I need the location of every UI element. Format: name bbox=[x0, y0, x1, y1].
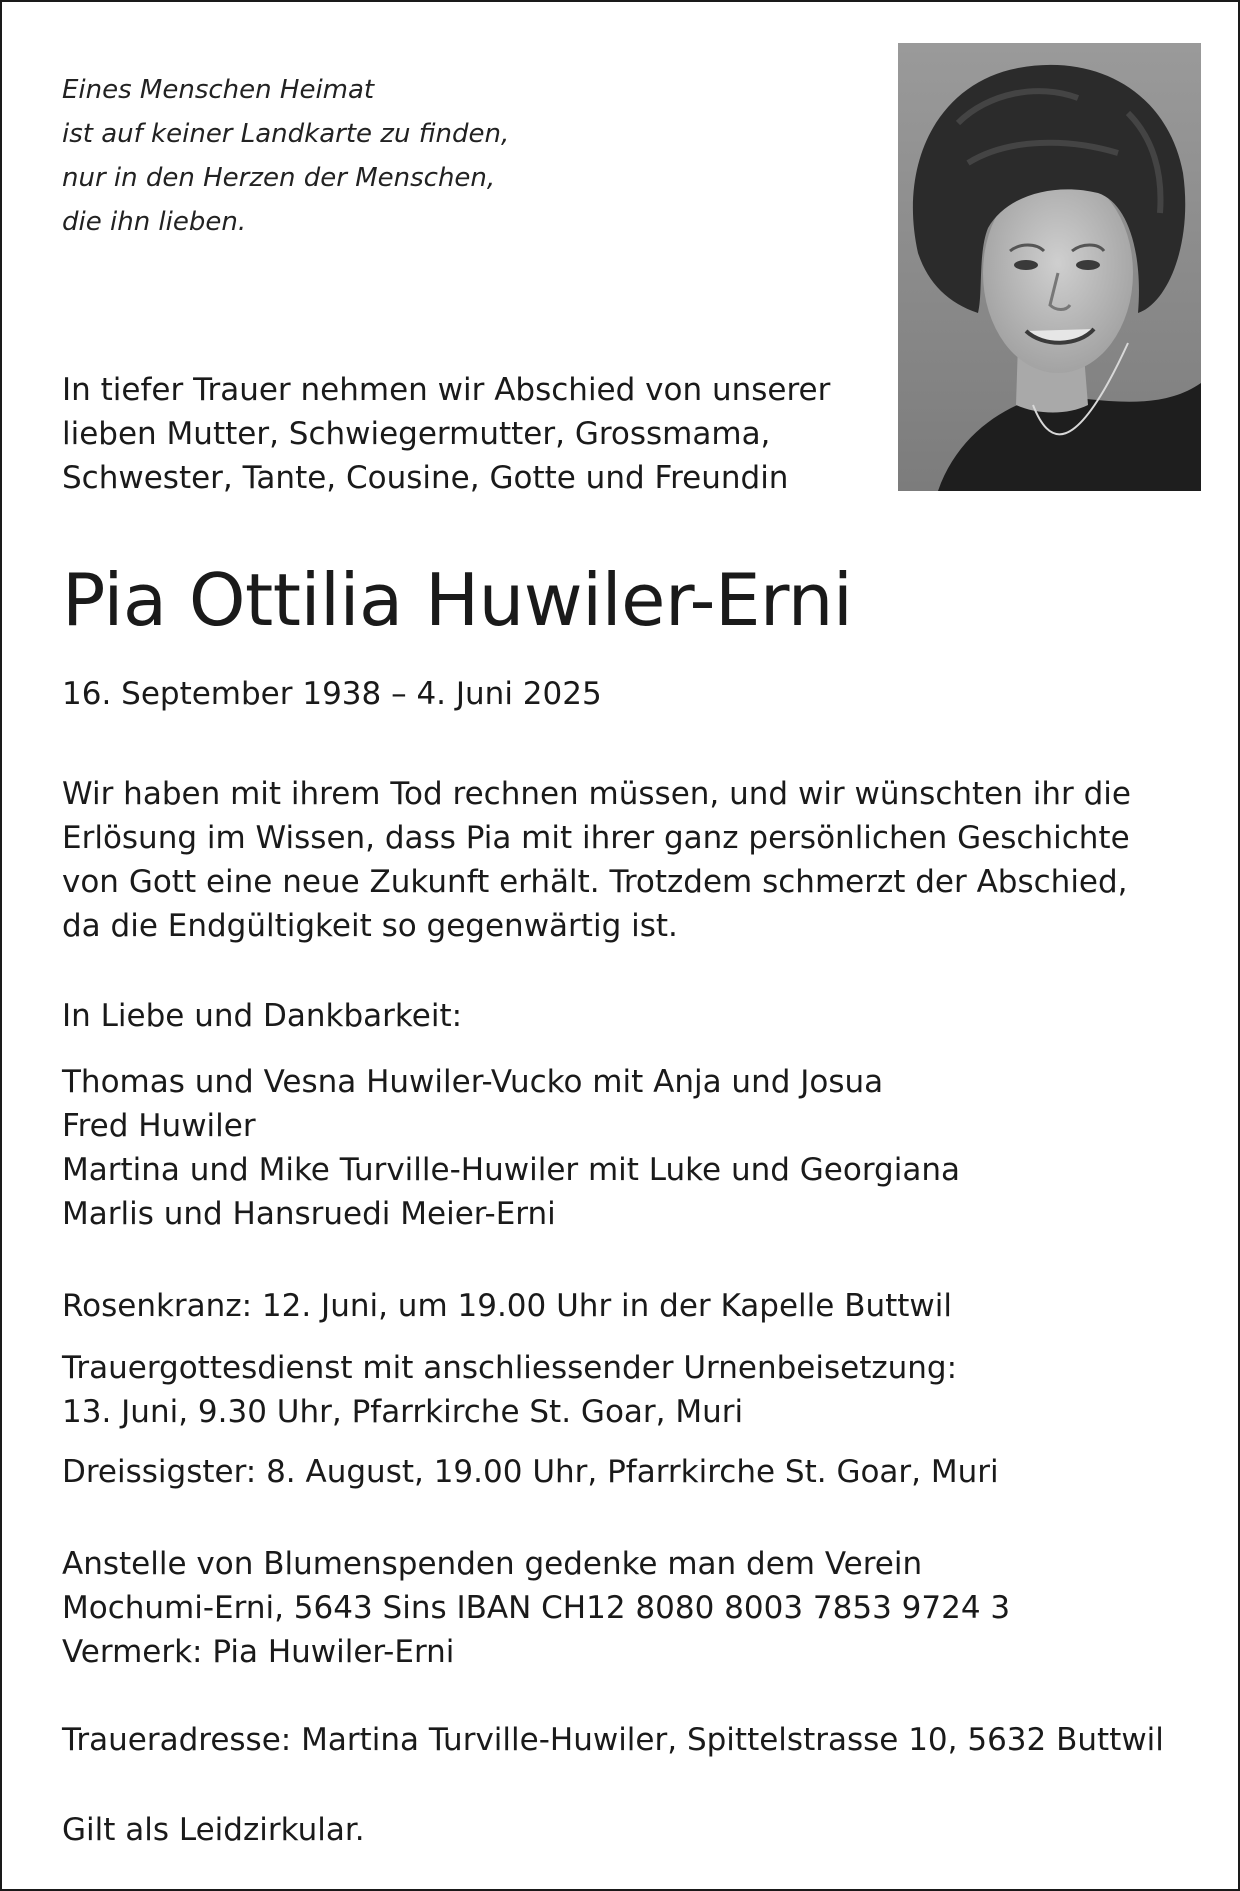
donation-info bbox=[62, 1542, 1182, 1674]
memorial-service-info: Dreissigster: 8. August, 19.00 Uhr, Pfarrkirche St. Goar, Muri bbox=[62, 1454, 999, 1490]
donation-line: Mochumi-Erni, 5643 Sins IBAN CH12 8080 8003 7853 9724 3 bbox=[62, 1590, 1011, 1626]
intro-line: lieben Mutter, Schwiegermutter, Grossmama, bbox=[62, 416, 771, 452]
mourning-address: Traueradresse: Martina Turville-Huwiler, Spittelstrasse 10, 5632 Buttwil bbox=[62, 1722, 1164, 1758]
mourner-entry: Thomas und Vesna Huwiler-Vucko mit Anja und Josua bbox=[62, 1064, 884, 1100]
donation-line: Anstelle von Blumenspenden gedenke man dem Verein bbox=[62, 1546, 923, 1582]
intro-text bbox=[62, 368, 882, 500]
motto-line: die ihn lieben. bbox=[62, 207, 247, 237]
intro-line: In tiefer Trauer nehmen wir Abschied von unserer bbox=[62, 372, 831, 408]
farewell-text bbox=[62, 772, 1182, 948]
farewell-line: Erlösung im Wissen, dass Pia mit ihrer ganz persönlichen Geschichte bbox=[62, 820, 1130, 856]
deceased-name: Pia Ottilia Huwiler-Erni bbox=[62, 558, 853, 642]
farewell-line: da die Endgültigkeit so gegenwärtig ist. bbox=[62, 908, 678, 944]
circular-note: Gilt als Leidzirkular. bbox=[62, 1812, 365, 1848]
motto-line: Eines Menschen Heimat bbox=[62, 75, 375, 105]
mourner-entry: Fred Huwiler bbox=[62, 1108, 256, 1144]
mourner-entry: Marlis und Hansruedi Meier-Erni bbox=[62, 1196, 556, 1232]
funeral-service-info bbox=[62, 1346, 1182, 1434]
portrait-image bbox=[898, 43, 1201, 491]
funeral-service-line: Trauergottesdienst mit anschliessender Urnenbeisetzung: bbox=[62, 1350, 958, 1386]
thanks-heading: In Liebe und Dankbarkeit: bbox=[62, 998, 463, 1034]
life-dates: 16. September 1938 – 4. Juni 2025 bbox=[62, 676, 602, 712]
intro-line: Schwester, Tante, Cousine, Gotte und Freundin bbox=[62, 460, 789, 496]
portrait-photo bbox=[898, 43, 1201, 491]
motto-line: ist auf keiner Landkarte zu finden, bbox=[62, 119, 510, 149]
mourners-list bbox=[62, 1060, 1182, 1236]
farewell-line: von Gott eine neue Zukunft erhält. Trotzdem schmerzt der Abschied, bbox=[62, 864, 1128, 900]
donation-line: Vermerk: Pia Huwiler-Erni bbox=[62, 1634, 455, 1670]
rosary-info: Rosenkranz: 12. Juni, um 19.00 Uhr in der Kapelle Buttwil bbox=[62, 1288, 952, 1324]
motto-verse bbox=[62, 68, 622, 244]
funeral-service-line: 13. Juni, 9.30 Uhr, Pfarrkirche St. Goar, Muri bbox=[62, 1394, 744, 1430]
motto-line: nur in den Herzen der Menschen, bbox=[62, 163, 496, 193]
mourner-entry: Martina und Mike Turville-Huwiler mit Luke und Georgiana bbox=[62, 1152, 960, 1188]
farewell-line: Wir haben mit ihrem Tod rechnen müssen, und wir wünschten ihr die bbox=[62, 776, 1131, 812]
